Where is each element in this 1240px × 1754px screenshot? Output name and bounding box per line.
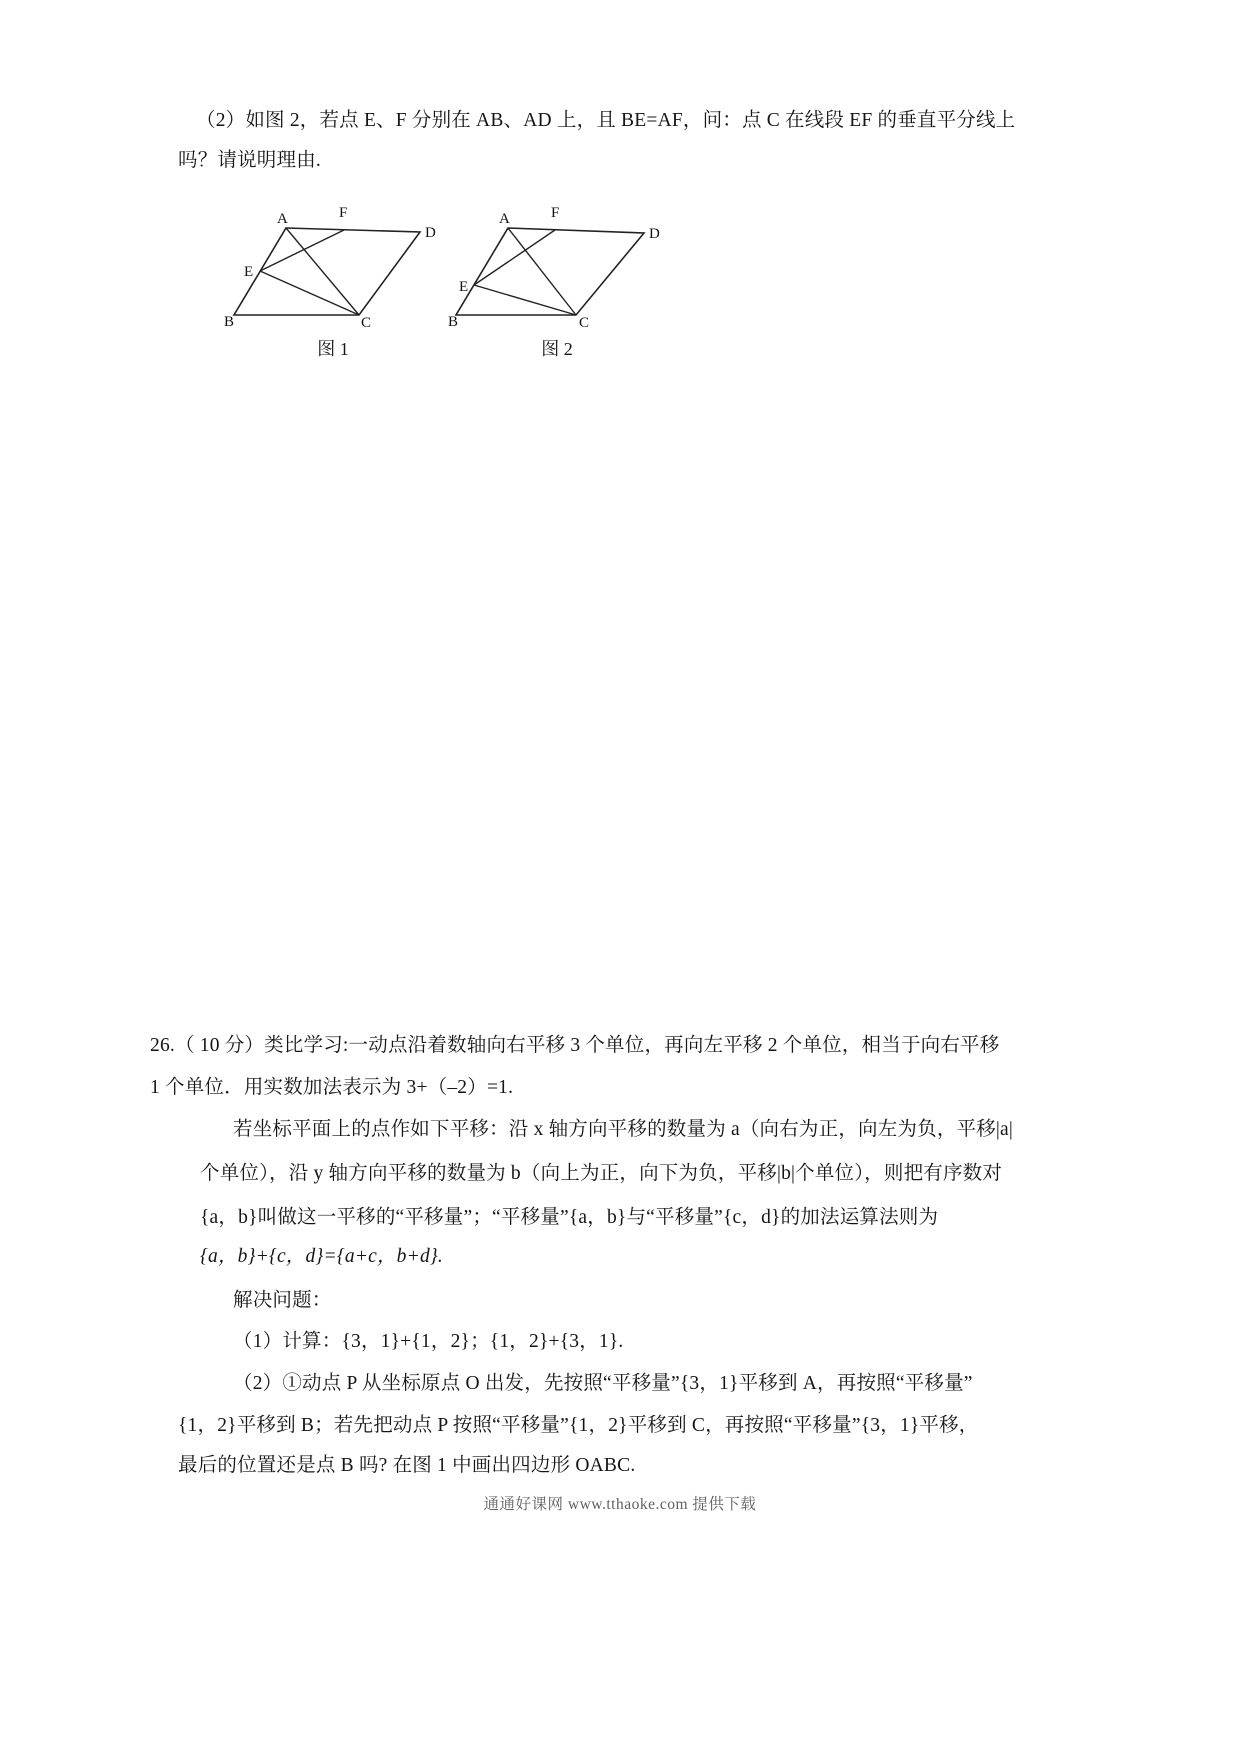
intro-line-2: 吗？请说明理由. xyxy=(178,150,321,171)
fig1-label-F: F xyxy=(339,205,348,221)
q26-para-line-1: 若坐标平面上的点作如下平移：沿 x 轴方向平移的数量为 a（向右为正，向左为负，平移|a| xyxy=(233,1119,1013,1140)
q26-para-line-2: 个单位），沿 y 轴方向平移的数量为 b（向上为正，向下为负，平移|b|个单位），则把有序数对 xyxy=(200,1163,1003,1184)
figure2-diagram xyxy=(448,203,666,331)
q26-item-2-line-3: 最后的位置还是点 B 吗? 在图 1 中画出四边形 OABC. xyxy=(178,1455,636,1476)
fig1-label-C: C xyxy=(361,315,372,331)
footer-site-credit: 通通好课网 www.tthaoke.com 提供下载 xyxy=(483,1496,757,1513)
q26-line-1: 26.（ 10 分）类比学习:一动点沿着数轴向右平移 3 个单位，再向左平移 2 个单位，相当于向右平移 xyxy=(150,1035,1000,1056)
figure1-diagram xyxy=(224,203,442,331)
q26-solve-label: 解决问题： xyxy=(233,1290,332,1311)
q26-item-2-line-2: {1，2}平移到 B；若先把动点 P 按照“平移量”{1，2}平移到 C，再按照“平移量”{3，1}平移， xyxy=(178,1415,979,1436)
fig1-label-D: D xyxy=(425,225,436,241)
intro-line-1: （2）如图 2，若点 E、F 分别在 AB、AD 上，且 BE=AF，问：点 C 在线段 EF 的垂直平分线上 xyxy=(196,110,1016,131)
fig1-label-A: A xyxy=(277,211,288,227)
figure-1 xyxy=(224,203,442,359)
q26-para-formula: {a，b}+{c，d}={a+c，b+d}. xyxy=(200,1246,444,1267)
q26-line-2: 1 个单位．用实数加法表示为 3+（–2）=1. xyxy=(150,1077,514,1098)
fig1-label-B: B xyxy=(224,314,235,330)
fig2-label-C: C xyxy=(579,315,590,331)
fig2-label-F: F xyxy=(551,205,560,221)
figure-2 xyxy=(448,203,666,359)
figure1-caption: 图 1 xyxy=(317,339,349,359)
fig2-label-B: B xyxy=(448,314,459,330)
q26-item-1: （1）计算：{3，1}+{1，2}；{1，2}+{3，1}. xyxy=(233,1331,624,1352)
fig2-label-D: D xyxy=(649,226,660,242)
fig2-label-A: A xyxy=(499,211,510,227)
q26-item-2-line-1: （2）①动点 P 从坐标原点 O 出发，先按照“平移量”{3，1}平移到 A，再按照“平移量” xyxy=(233,1373,973,1394)
q26-para-line-3: {a，b}叫做这一平移的“平移量”；“平移量”{a，b}与“平移量”{c，d}的加法运算法则为 xyxy=(200,1207,939,1228)
fig2-label-E: E xyxy=(459,279,469,295)
fig1-label-E: E xyxy=(244,264,254,280)
figure2-caption: 图 2 xyxy=(541,339,573,359)
